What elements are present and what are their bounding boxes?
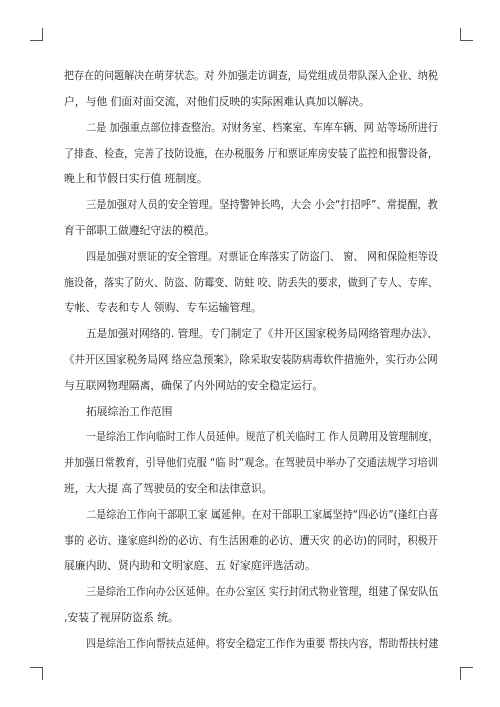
text-line: 把存在的问题解决在萌芽状态。对 外加强走访调查，局党组成员带队深入企业、纳税 [64, 69, 438, 82]
text-line: 并加强日常教育，引导他们克服 “临 时”观念。在驾驶员中举办了交通法规学习培训 [64, 456, 438, 469]
text-line: 展廉内助、贤内助和文明家庭、五 好家庭评选活动。 [64, 559, 316, 572]
crop-mark-bottom-left [30, 667, 43, 680]
text-line: 四是加强对票证的安全管理。对票证仓库落实了防盗门、 窗、 网和保险柜等设 [86, 250, 438, 263]
text-line: 专帐、专表和专人 领购、专车运输管理。 [64, 301, 262, 314]
text-line: ,安装了视屏防盗系 统。 [64, 611, 179, 624]
text-line: 育干部职工做遵纪守法的模范。 [64, 224, 216, 237]
crop-mark-top-left [30, 28, 43, 41]
section-heading: 拓展综治工作范围 [86, 405, 173, 418]
text-line: 二是 加强重点部位排查整治。对财务室、档案室、车库车辆、网 站等场所进行 [86, 121, 438, 134]
text-line: 班，大大提 高了驾驶员的安全和法律意识。 [64, 482, 273, 495]
text-line: 事的 必访、逢家庭纠纷的必访、有生活困难的必访、遭天灾 的必访)的同时，积极开 [64, 534, 438, 547]
text-line: 晚上和节假日实行值 班制度。 [64, 172, 208, 185]
text-line: 与互联网物理隔离，确保了内外网站的安全稳定运行。 [64, 379, 324, 392]
text-line: 三是加强对人员的安全管理。坚持警钟长鸣，大会 小会“打招呼”、常提醒，教 [86, 198, 438, 211]
text-line: 了排查、检查，完善了技防设施，在办税服务 厅和票证库房安装了监控和报警设备， [64, 147, 438, 160]
text-line: 一是综治工作向临时工作人员延伸。规范了机关临时工 作人员聘用及管理制度， [86, 430, 439, 443]
text-line: 三是综治工作向办公区延伸。在办公室区 实行封闭式物业管理，组建了保安队伍 [86, 585, 439, 598]
crop-mark-bottom-right [460, 667, 473, 680]
crop-mark-top-right [460, 28, 473, 41]
text-line: 施设备，落实了防火、防盗、防霉变、防蛀 咬、防丢失的要求，做到了专人、专库、 [64, 276, 438, 289]
text-line: 四是综治工作向帮扶点延伸。将安全稳定工作作为重要 帮扶内容，帮助帮扶村建 [86, 637, 439, 650]
text-line: 二是综治工作向干部职工家 属延伸。在对干部职工家属坚持“四必访”(逢红白喜 [86, 508, 439, 521]
text-line: 五是加强对网络的. 管理。专门制定了《井开区国家税务局网络管理办法》、 [86, 327, 438, 340]
text-line: 《井开区国家税务局网 络应急预案》，除采取安装防病毒软件措施外，实行办公网 [64, 353, 438, 366]
text-line: 户，与他 们面对面交流，对他们反映的实际困难认真加以解决。 [64, 95, 370, 108]
